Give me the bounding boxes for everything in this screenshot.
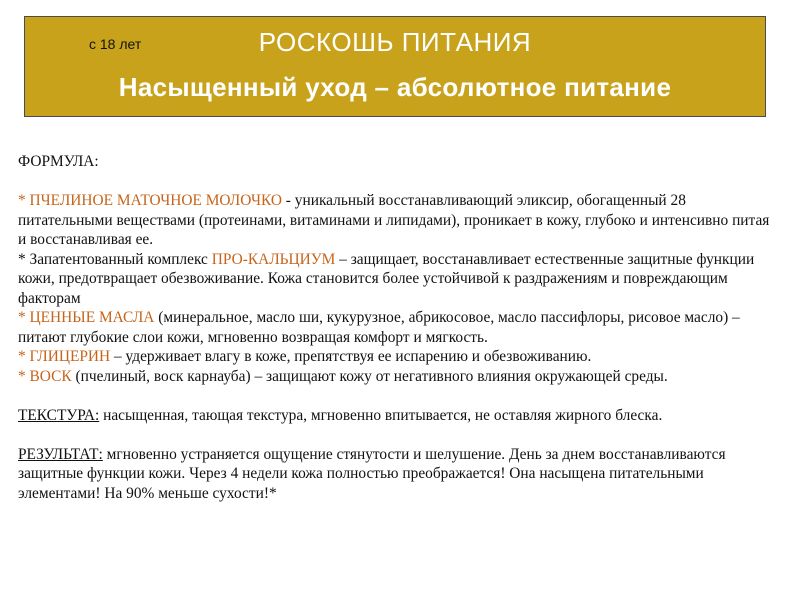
texture-text: насыщенная, тающая текстура, мгновенно впитывается, не оставляя жирного блеска.	[99, 406, 663, 424]
result-text: мгновенно устраняется ощущение стянутости и шелушение. День за днем восстанавливаются защитные функции кожи. Через 4 недели кожа полностью преображается! Она насыщена питательными элементами! На 90% меньше сухости!*	[18, 445, 726, 502]
spacer	[18, 172, 778, 192]
spacer	[18, 386, 778, 406]
formula-heading: ФОРМУЛА:	[18, 153, 99, 170]
description-body	[18, 152, 778, 503]
age-label: с 18 лет	[89, 36, 142, 52]
ingredient-description: (минеральное, масло ши, кукурузное, абрикосовое, масло пассифлоры, рисовое масло) – питают глубокие слои кожи, мгновенно возвращая комфорт и мягкость.	[18, 309, 740, 346]
ingredient-prefix: * Запатентованный комплекс	[18, 250, 212, 268]
texture-paragraph	[18, 406, 778, 426]
formula-item-pro-calcium	[18, 250, 778, 309]
formula-item-wax	[18, 367, 778, 387]
ingredient-name: * ВОСК	[18, 367, 72, 385]
formula-item-glycerin	[18, 347, 778, 367]
banner-subtitle: Насыщенный уход – абсолютное питание	[118, 72, 672, 102]
ingredient-name: * ГЛИЦЕРИН	[18, 348, 111, 365]
ingredient-name: ПРО-КАЛЬЦИУМ	[211, 250, 336, 268]
ingredient-name: * ЦЕННЫЕ МАСЛА	[18, 309, 155, 326]
ingredient-name: * ПЧЕЛИНОЕ МАТОЧНОЕ МОЛОЧКО	[18, 192, 282, 209]
ingredient-description: (пчелиный, воск карнауба) – защищают кожу от негативного влияния окружающей среды.	[71, 367, 668, 385]
spacer	[18, 425, 778, 445]
result-label: РЕЗУЛЬТАТ:	[18, 445, 103, 463]
texture-label: ТЕКСТУРА:	[18, 406, 100, 424]
ingredient-description: – удерживает влагу в коже, препятствуя ее испарению и обезвоживанию.	[110, 348, 592, 365]
result-paragraph	[18, 445, 778, 504]
banner-title: РОСКОШЬ ПИТАНИЯ	[258, 27, 532, 57]
ingredient-description: – защищает, восстанавливает естественные защитные функции кожи, предотвращает обезвоживание. Кожа становится более устойчивой к раздражениям и повреждающим факторам	[18, 250, 755, 307]
header-banner	[24, 16, 766, 117]
formula-item-oils	[18, 308, 778, 347]
formula-item-royal-jelly	[18, 191, 778, 250]
ingredient-description: - уникальный восстанавливающий эликсир, обогащенный 28 питательными веществами (протеинами, витаминами и липидами), проникает в кожу, глубоко и интенсивно питая и восстанавливая ее.	[18, 192, 770, 248]
